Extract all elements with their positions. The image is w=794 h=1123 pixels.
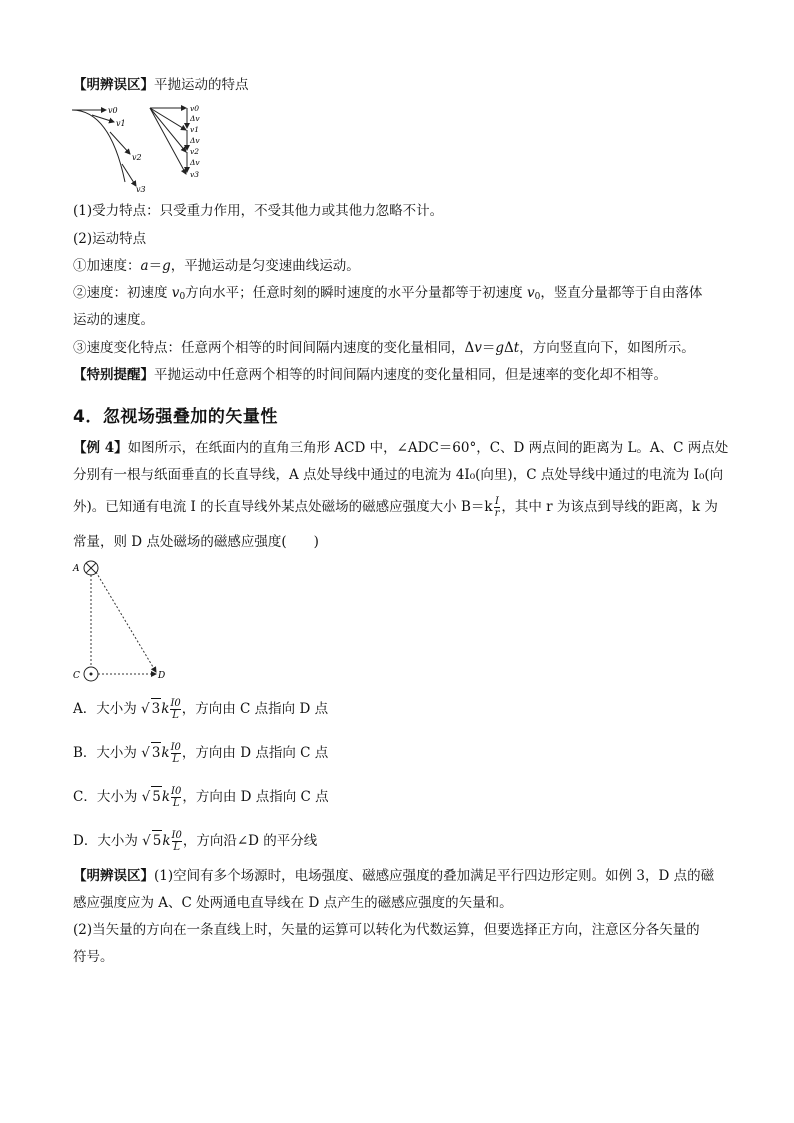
text-span: ，平抛运动是匀变速曲线运动。 bbox=[170, 258, 360, 274]
fraction-I-over-r bbox=[494, 496, 501, 519]
fraction-num: I0 bbox=[171, 786, 182, 797]
option-letter: B．大小为 bbox=[73, 745, 142, 761]
option-text: ，方向由 C 点指向 D 点 bbox=[181, 701, 329, 717]
fraction-num: I0 bbox=[171, 830, 182, 841]
math-k: k bbox=[161, 745, 170, 761]
sqrt-radicand: 3 bbox=[151, 698, 162, 719]
fraction-den: L bbox=[172, 798, 180, 809]
math-v: v bbox=[171, 285, 180, 301]
fraction-num: I0 bbox=[170, 742, 181, 753]
text-span: ＝ bbox=[481, 340, 496, 356]
paragraph-acceleration bbox=[73, 256, 723, 276]
option-letter: D．大小为 bbox=[73, 833, 143, 849]
fraction-num: I0 bbox=[170, 698, 181, 709]
label-v2-right: v2 bbox=[190, 147, 200, 156]
label-v0-right: v0 bbox=[190, 104, 200, 113]
label-v3-left: v3 bbox=[136, 185, 146, 194]
sqrt-radicand: 5 bbox=[152, 830, 163, 851]
example-line-3 bbox=[73, 496, 723, 519]
label-v1-right: v1 bbox=[190, 125, 200, 134]
text-span: (1)空间有多个场源时，电场强度、磁感应强度的叠加满足平行四边形定则。如例 3，D 点的磁 bbox=[154, 868, 715, 884]
label-c: C bbox=[73, 671, 80, 681]
section2-line-4: 符号。 bbox=[73, 949, 114, 965]
math-v: v bbox=[474, 340, 482, 356]
example-line-2: 分别有一根与纸面垂直的长直导线，A 点处导线中通过的电流为 4I₀(向里)，C 点处导线中通过的电流为 I₀(向 bbox=[73, 467, 724, 483]
option-d[interactable]: D．大小为 √ 5k $\frac{I0}{L}$ ，方向沿∠D 的平分线 bbox=[73, 830, 318, 853]
section-title-text: 平抛运动的特点 bbox=[154, 77, 249, 93]
section-title bbox=[73, 75, 723, 95]
text-span: ，其中 r 为该点到导线的距离，k 为 bbox=[501, 499, 718, 515]
text-span: ＝ bbox=[148, 258, 163, 274]
label-v3-right: v3 bbox=[190, 170, 200, 179]
fraction bbox=[172, 830, 182, 853]
option-b[interactable]: B．大小为 √ 3k $\frac{I0}{L}$ ，方向由 D 点指向 C 点 bbox=[73, 742, 329, 765]
math-v: v bbox=[526, 285, 535, 301]
section2-line-1 bbox=[73, 866, 723, 886]
label-dv-2: Δv bbox=[190, 136, 200, 145]
paragraph-force: (1)受力特点：只受重力作用，不受其他力或其他力忽略不计。 bbox=[73, 203, 444, 219]
math-g: g bbox=[162, 258, 171, 274]
text-span: ，竖直分量都等于自由落体 bbox=[540, 285, 703, 301]
example-line-1 bbox=[73, 438, 729, 458]
label-d: D bbox=[158, 671, 166, 681]
option-text: ，方向由 D 点指向 C 点 bbox=[181, 745, 329, 761]
paragraph-velocity-1 bbox=[73, 283, 723, 307]
option-letter: C．大小为 bbox=[73, 789, 142, 805]
projectile-velocity-figure bbox=[70, 102, 220, 192]
math-k: k bbox=[161, 701, 170, 717]
triangle-acd-figure bbox=[68, 558, 178, 683]
math-k: k bbox=[162, 833, 171, 849]
label-v0-left: v0 bbox=[108, 106, 118, 115]
paragraph-motion: (2)运动特点 bbox=[73, 231, 147, 247]
math-k: k bbox=[161, 789, 171, 805]
fraction bbox=[171, 742, 181, 765]
math-sub: 0 bbox=[179, 292, 186, 302]
section2-line-3: (2)当矢量的方向在一条直线上时，矢量的运算可以转化为代数运算，但要选择正方向，注意区分各矢量的 bbox=[73, 922, 700, 938]
fraction bbox=[170, 698, 180, 721]
label-v1-left: v1 bbox=[116, 119, 126, 128]
text-span: 方向水平；任意时刻的瞬时速度的水平分量都等于初速度 bbox=[185, 285, 527, 301]
text-span: 如图所示，在纸面内的直角三角形 ACD 中，∠ADC＝60°，C、D 两点间的距离为 L。A、C 两点处 bbox=[127, 440, 729, 456]
text-span: ②速度：初速度 bbox=[73, 285, 172, 301]
option-letter: A．大小为 bbox=[73, 701, 142, 717]
option-a[interactable]: A．大小为 √ 3k $\frac{I0}{L}$ ，方向由 C 点指向 D 点 bbox=[73, 698, 329, 721]
sqrt-radicand: 5 bbox=[151, 786, 162, 807]
paragraph-velocity-2: 运动的速度。 bbox=[73, 312, 154, 328]
note-text: 平抛运动中任意两个相等的时间间隔内速度的变化量相同，但是速率的变化却不相等。 bbox=[154, 367, 667, 383]
text-span: ①加速度： bbox=[73, 258, 141, 274]
math-t: t bbox=[513, 340, 520, 356]
text-span: Δ bbox=[504, 340, 514, 356]
fraction-den: r bbox=[494, 508, 500, 519]
example-tag: 【例 4】 bbox=[73, 440, 128, 456]
fraction-den: L bbox=[172, 754, 180, 765]
label-v2-left: v2 bbox=[132, 153, 142, 162]
sqrt-radicand: 3 bbox=[151, 742, 162, 763]
section-tag: 【明辨误区】 bbox=[73, 868, 154, 884]
section-heading: 4．忽视场强叠加的矢量性 bbox=[73, 407, 278, 427]
option-c[interactable]: C．大小为 √ 5k $\frac{I0}{L}$ ，方向由 D 点指向 C 点 bbox=[73, 786, 329, 809]
math-sub: 0 bbox=[534, 292, 541, 302]
note-tag: 【特别提醒】 bbox=[73, 367, 154, 383]
paragraph-special-note bbox=[73, 365, 723, 385]
example-line-4: 常量，则 D 点处磁场的磁感应强度( ) bbox=[73, 534, 319, 550]
text-span: ③速度变化特点：任意两个相等的时间间隔内速度的变化量相同，Δ bbox=[73, 340, 475, 356]
text-span: ，方向竖直向下，如图所示。 bbox=[519, 340, 695, 356]
label-dv-3: Δv bbox=[190, 158, 200, 167]
option-text: ，方向沿∠D 的平分线 bbox=[182, 833, 318, 849]
paragraph-velocity-change bbox=[73, 338, 723, 358]
fraction-den: L bbox=[172, 710, 179, 721]
label-a: A bbox=[73, 564, 80, 574]
section-tag: 【明辨误区】 bbox=[73, 77, 154, 93]
fraction-num: I bbox=[494, 496, 499, 507]
text-span: 外)。已知通有电流 I 的长直导线外某点处磁场的磁感应强度大小 B＝k bbox=[73, 499, 493, 515]
math-a: a bbox=[140, 258, 149, 274]
fraction bbox=[171, 786, 181, 809]
section2-line-2: 感应强度应为 A、C 处两通电直导线在 D 点产生的磁感应强度的矢量和。 bbox=[73, 895, 513, 911]
label-dv-1: Δv bbox=[190, 114, 200, 123]
fraction-den: L bbox=[173, 842, 180, 853]
option-text: ，方向由 D 点指向 C 点 bbox=[182, 789, 329, 805]
math-g: g bbox=[495, 340, 505, 356]
